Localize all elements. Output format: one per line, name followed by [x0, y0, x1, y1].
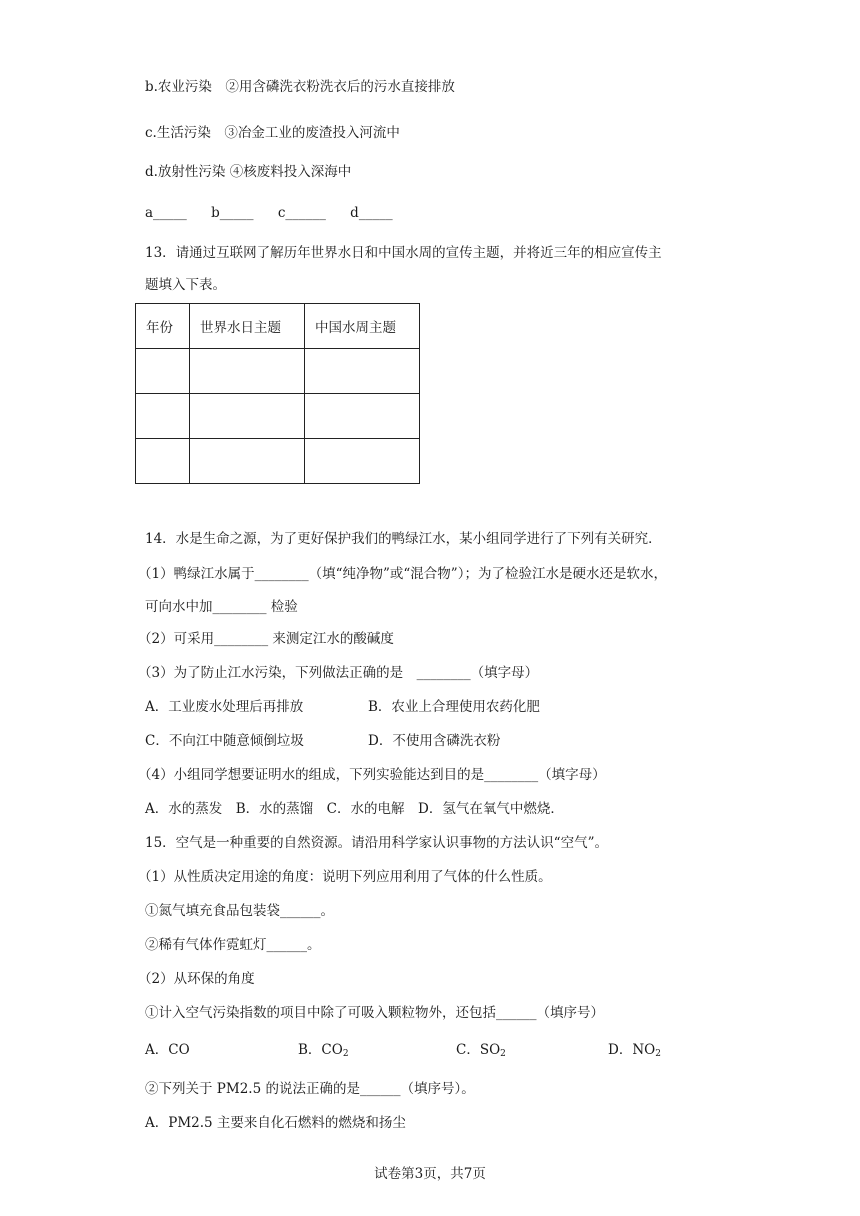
q15-stem: 15．空气是一种重要的自然资源。请沿用科学家认识事物的方法认识“空气”。 [145, 835, 608, 851]
q13-line1: 13．请通过互联网了解历年世界水日和中国水周的宣传主题，并将近三年的相应宣传主 [145, 245, 662, 261]
table-cell[interactable] [305, 349, 420, 394]
option-d-subscript: 2 [655, 1049, 661, 1059]
answer-b: b_____ [211, 205, 254, 221]
table-cell[interactable] [136, 439, 190, 484]
header-world-water-day: 世界水日主题 [190, 304, 305, 349]
q12-line-b: b.农业污染 ②用含磷洗衣粉洗衣后的污水直接排放 [145, 79, 455, 95]
q12-line-d: d.放射性污染 ④核废料投入深海中 [145, 164, 352, 180]
q15-part2-i: ①计入空气污染指数的项目中除了可吸入颗粒物外，还包括______（填序号） [145, 1005, 604, 1021]
page-footer: 试卷第3页，共7页 [374, 1166, 486, 1182]
header-china-water-week: 中国水周主题 [305, 304, 420, 349]
answer-a: a_____ [145, 205, 187, 221]
q14-stem: 14．水是生命之源，为了更好保护我们的鸭绿江水，某小组同学进行了下列有关研究． [145, 531, 662, 547]
q14-part2: （2）可采用________ 来测定江水的酸碱度 [138, 631, 394, 647]
q14-part3: （3）为了防止江水污染，下列做法正确的是 ________（填字母） [138, 665, 539, 681]
table-cell[interactable] [305, 439, 420, 484]
q14-option-a: A．工业废水处理后再排放 [145, 699, 304, 715]
answer-d: d_____ [350, 205, 393, 221]
table-cell[interactable] [305, 394, 420, 439]
q15-option-b [298, 1041, 349, 1063]
q15-option-c [456, 1041, 506, 1063]
q15-part2: （2）从环保的角度 [138, 971, 255, 987]
q15-option-d [608, 1041, 661, 1063]
table-cell[interactable] [190, 439, 305, 484]
table-cell[interactable] [136, 394, 190, 439]
q14-option-b: B．农业上合理使用农药化肥 [368, 699, 540, 715]
q12-answers [145, 204, 393, 222]
option-c-text: C．SO [456, 1042, 501, 1058]
answer-c: c______ [277, 205, 326, 221]
table-row [136, 349, 420, 394]
q14-part1-b: 可向水中加________ 检验 [145, 599, 298, 615]
q14-part4: （4）小组同学想要证明水的组成，下列实验能达到目的是________（填字母） [138, 767, 606, 783]
table-cell[interactable] [136, 349, 190, 394]
option-d-text: D．NO [608, 1042, 656, 1058]
option-b-subscript: 2 [342, 1049, 349, 1059]
q15-part1-ii: ②稀有气体作霓虹灯______。 [145, 937, 321, 953]
q15-part1-i: ①氮气填充食品包装袋______。 [145, 903, 334, 919]
table-cell[interactable] [190, 394, 305, 439]
q14-option-d: D．不使用含磷洗衣粉 [368, 733, 501, 749]
q15-part2-ii-option-a: A．PM2.5 主要来自化石燃料的燃烧和扬尘 [145, 1115, 406, 1131]
table-row [136, 394, 420, 439]
q13-line2: 题填入下表。 [145, 277, 226, 293]
q14-part1-a: （1）鸭绿江水属于________（填“纯净物”或“混合物”）；为了检验江水是硬水还是软水， [138, 566, 667, 582]
q15-option-a: A．CO [145, 1042, 190, 1058]
water-theme-table [135, 303, 420, 484]
header-year: 年份 [136, 304, 190, 349]
q14-option-c: C．不向江中随意倾倒垃圾 [145, 733, 304, 749]
q14-part4-options: A．水的蒸发 B．水的蒸馏 C．水的电解 D．氢气在氧气中燃烧． [145, 801, 564, 817]
table-row [136, 439, 420, 484]
option-c-subscript: 2 [500, 1049, 506, 1059]
table-header-row [136, 304, 420, 349]
q15-part1: （1）从性质决定用途的角度：说明下列应用利用了气体的什么性质。 [138, 869, 552, 885]
table-cell[interactable] [190, 349, 305, 394]
option-b-text: B．CO [298, 1042, 343, 1058]
q12-line-c: c.生活污染 ③冶金工业的废渣投入河流中 [145, 125, 400, 141]
q15-part2-ii: ②下列关于 PM2.5 的说法正确的是______（填序号）。 [145, 1081, 475, 1097]
